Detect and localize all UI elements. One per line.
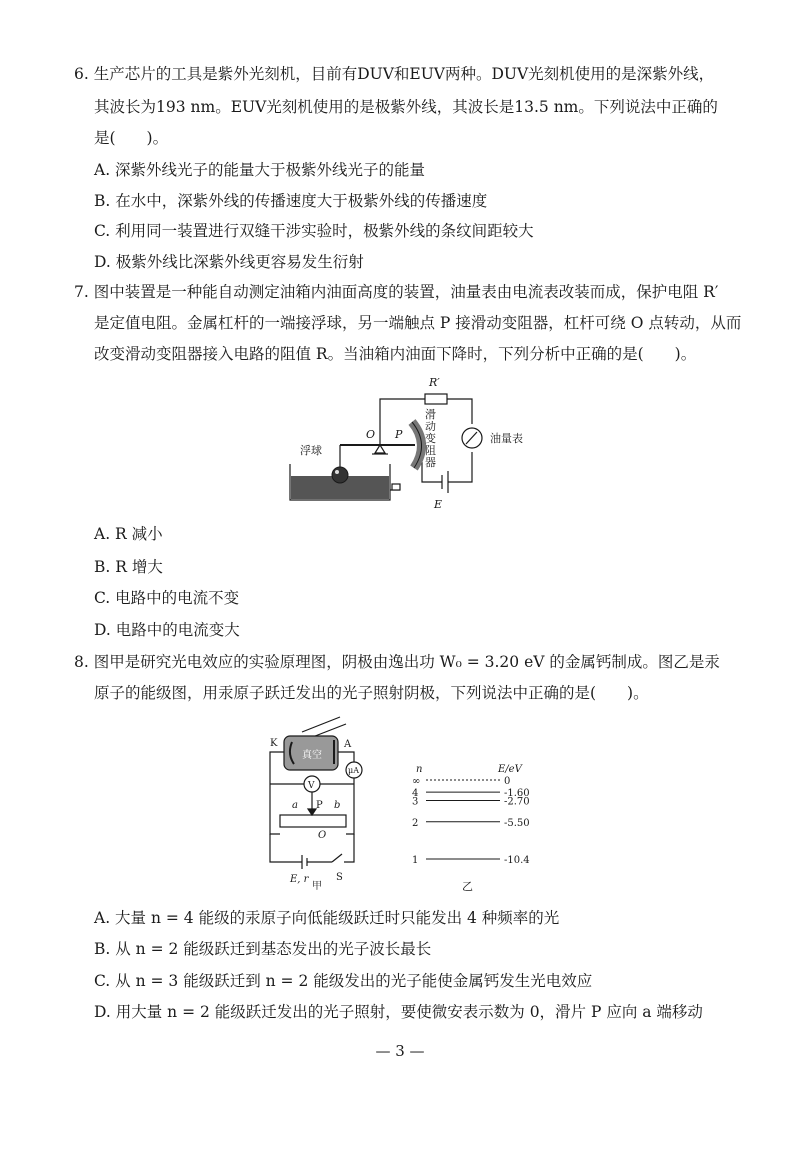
- energy-level-n-3: 3: [412, 796, 419, 808]
- q6-option-b: B. 在水中，深紫外线的传播速度大于极紫外线的传播速度: [94, 192, 488, 210]
- q7-option-d: D. 电路中的电流变大: [94, 621, 240, 639]
- vacuum-label: 真空: [302, 750, 322, 761]
- q7-stem-line-3: 改变滑动变阻器接入电路的阻值 R。当油箱内油面下降时，下列分析中正确的是( )。: [94, 345, 697, 363]
- energy-level-value-2: -1.60: [504, 788, 530, 800]
- q6-stem-line-3: 是( )。: [94, 129, 169, 147]
- slider-b-end-label: b: [334, 800, 341, 811]
- energy-level-n-2: 4: [412, 788, 419, 800]
- rheostat-char-2: 动: [425, 420, 436, 433]
- float-label: 浮球: [300, 444, 322, 457]
- q7-stem-line-1: 7. 图中装置是一种能自动测定油箱内油面高度的装置，油量表由电流表改装而成，保护电阻 R′: [74, 283, 719, 301]
- switch-s-label: S: [336, 872, 343, 883]
- energy-level-n-5: 1: [412, 855, 419, 867]
- energy-level-value-5: -10.4: [504, 855, 530, 867]
- photoelectric-circuit-figure: [262, 712, 372, 892]
- anode-a-label: A: [344, 739, 352, 750]
- oil-gauge-figure: [280, 372, 540, 512]
- q7-option-c: C. 电路中的电流不变: [94, 589, 240, 607]
- n-axis-label: n: [416, 764, 423, 775]
- r-prime-label: R′: [429, 376, 440, 389]
- voltmeter-label: V: [308, 781, 315, 791]
- energy-level-n-1: ∞: [412, 776, 421, 787]
- slider-p-label: P: [316, 800, 323, 811]
- energy-level-value-1: 0: [504, 776, 511, 787]
- q8-option-d: D. 用大量 n = 2 能级跃迁发出的光子照射，要使微安表示数为 0，滑片 P 应向 a 端移动: [94, 1003, 703, 1021]
- page-number: — 3 —: [375, 1042, 425, 1060]
- source-e-label: E: [434, 498, 443, 511]
- mercury-energy-level-figure: [396, 760, 546, 896]
- cathode-k-label: K: [270, 738, 278, 749]
- contact-p-label: P: [395, 428, 403, 441]
- q8-stem-line-1: 8. 图甲是研究光电效应的实验原理图，阴极由逸出功 W₀ = 3.20 eV 的金属钙制成。图乙是汞: [74, 653, 720, 671]
- pivot-o-label: O: [366, 428, 376, 441]
- q6-option-a: A. 深紫外线光子的能量大于极紫外线光子的能量: [94, 161, 426, 179]
- rheostat-char-4: 阻: [425, 444, 436, 457]
- q8-option-b: B. 从 n = 2 能级跃迁到基态发出的光子波长最长: [94, 940, 432, 958]
- slider-a-end-label: a: [292, 800, 298, 811]
- energy-level-n-4: 2: [412, 817, 419, 829]
- q7-option-b: B. R 增大: [94, 558, 163, 576]
- q6-option-c: C. 利用同一装置进行双缝干涉实验时，极紫外线的条纹间距较大: [94, 222, 534, 240]
- rheostat-char-1: 滑: [425, 408, 436, 421]
- energy-axis-label: E/eV: [498, 764, 522, 775]
- figure-jia-caption: 甲: [312, 881, 322, 892]
- battery-er-label: E, r: [290, 874, 309, 885]
- rheostat-char-5: 器: [425, 456, 436, 469]
- q7-stem-line-2: 是定值电阻。金属杠杆的一端接浮球，另一端触点 P 接滑动变阻器，杠杆可绕 O 点转动，从而: [94, 314, 742, 332]
- q6-stem-line-1: 6. 生产芯片的工具是紫外光刻机，目前有DUV和EUV两种。DUV光刻机使用的是深紫外线，: [74, 65, 715, 83]
- q8-stem-line-2: 原子的能级图，用汞原子跃迁发出的光子照射阴极，下列说法中正确的是( )。: [94, 684, 649, 702]
- rheostat-char-3: 变: [425, 432, 436, 445]
- q6-stem-line-2: 其波长为193 nm。EUV光刻机使用的是极紫外线，其波长是13.5 nm。下列说法中正确的: [94, 98, 718, 116]
- microammeter-label: μA: [348, 766, 359, 775]
- energy-level-value-3: -2.70: [504, 796, 530, 808]
- q6-option-d: D. 极紫外线比深紫外线更容易发生衍射: [94, 253, 364, 271]
- figure-yi-caption: 乙: [462, 880, 473, 893]
- meter-label: 油量表: [490, 432, 523, 445]
- slider-o-label: O: [318, 830, 327, 841]
- q7-option-a: A. R 减小: [94, 525, 163, 543]
- q8-option-a: A. 大量 n = 4 能级的汞原子向低能级跃迁时只能发出 4 种频率的光: [94, 909, 560, 927]
- energy-level-value-4: -5.50: [504, 817, 530, 829]
- q8-option-c: C. 从 n = 3 能级跃迁到 n = 2 能级发出的光子能使金属钙发生光电效应: [94, 972, 593, 990]
